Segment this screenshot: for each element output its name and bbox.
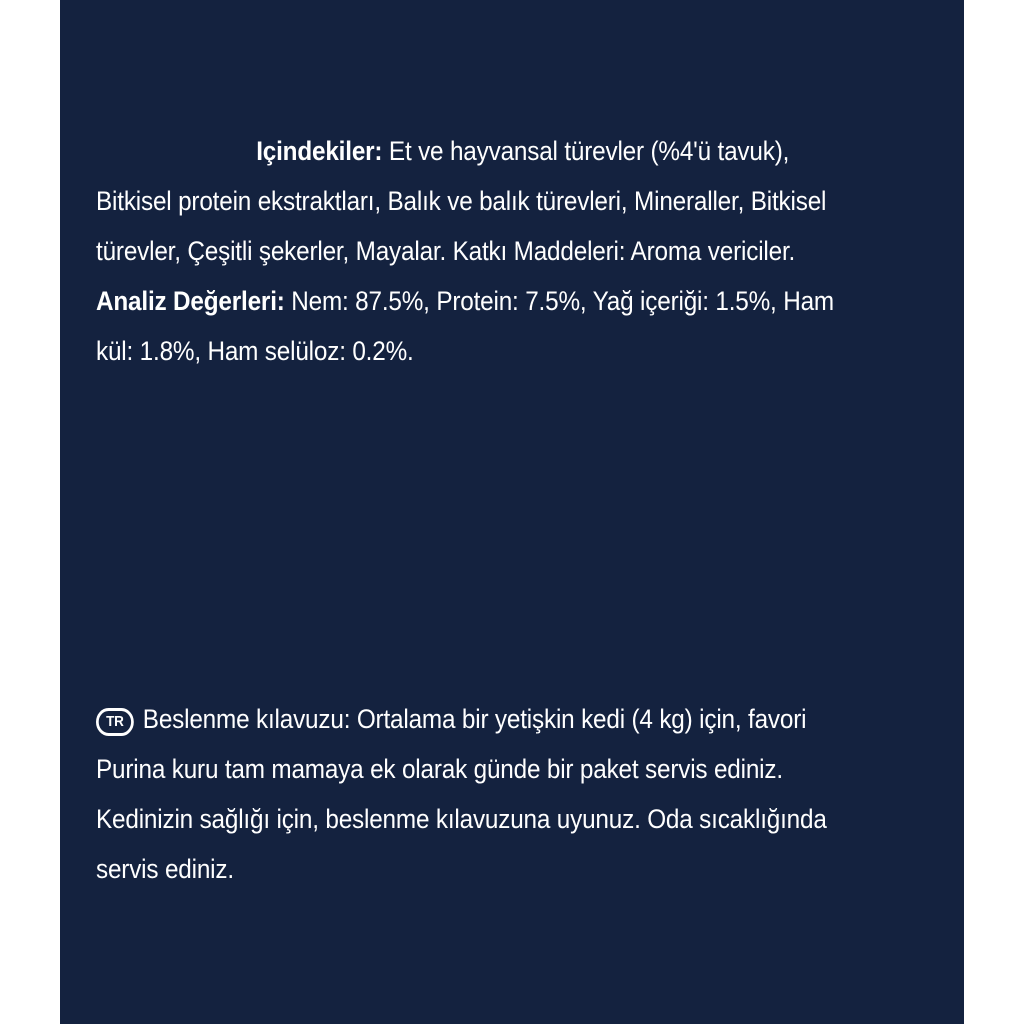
- tr-language-badge: TR: [96, 708, 134, 736]
- ingredients-paragraph: [96, 126, 852, 376]
- feeding-guide-paragraph: [96, 694, 852, 894]
- feeding-guide-text: Beslenme kılavuzu: Ortalama bir yetişkin kedi (4 kg) için, favori Purina kuru tam mamaya ek olarak günde bir paket servis ediniz. Kedinizin sağlığı için, beslenme kılavuzuna uyunuz. Oda sıcaklığında servis ediniz.: [96, 704, 827, 884]
- ingredients-text: Et ve hayvansal türevler (%4'ü tavuk), Bitkisel protein ekstraktları, Balık ve balık türevleri, Mineraller, Bitkisel türevler, Çeşitli şekerler, Mayalar. Katkı Maddeleri: Aroma vericiler.: [96, 136, 827, 266]
- analysis-text: Nem: 87.5%, Protein: 7.5%, Yağ içeriği: 1.5%, Ham kül: 1.8%, Ham selüloz: 0.2%.: [96, 286, 834, 366]
- label-panel: [60, 0, 964, 1024]
- analysis-label: Analiz Değerleri:: [96, 286, 285, 316]
- ingredients-label: Içindekiler:: [256, 136, 383, 166]
